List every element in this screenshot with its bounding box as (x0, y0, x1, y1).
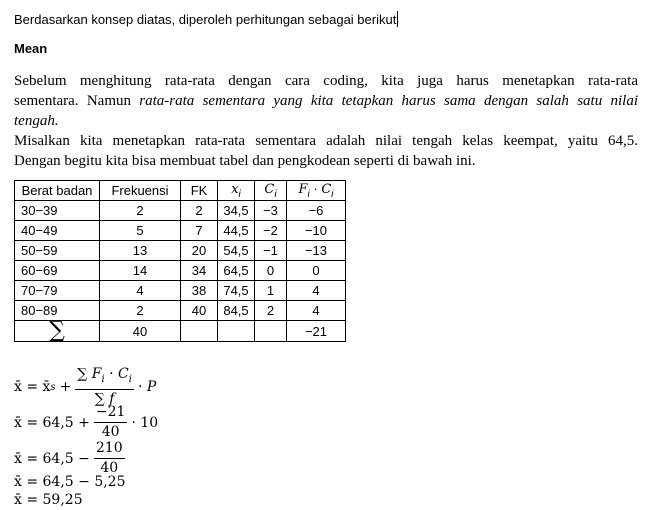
header-fici-f: F (298, 182, 308, 197)
eq1-num-main: ∑ F (77, 366, 102, 382)
eq2-fraction (94, 404, 128, 441)
eq1-sub: s (50, 381, 56, 393)
cell-berat: 60−69 (15, 261, 100, 281)
cell-berat: 30−39 (15, 201, 100, 221)
table-row (15, 201, 346, 221)
cell-xi: 54,5 (218, 241, 255, 261)
equation-5: x̄ = 59,25 (14, 492, 83, 508)
table-row (15, 261, 346, 281)
cell-fici: −13 (287, 241, 346, 261)
sum-ci-empty (255, 321, 287, 342)
eq2-denominator: 40 (101, 424, 120, 440)
table-row (15, 281, 346, 301)
header-ci (255, 181, 287, 201)
cell-fk: 40 (181, 301, 218, 321)
sum-xi-empty (218, 321, 255, 342)
header-xi-sub: i (238, 189, 241, 200)
cell-ci: −1 (255, 241, 287, 261)
intro-line: Berdasarkan konsep diatas, diperoleh perhitungan sebagai berikut (14, 12, 397, 27)
eq1-num-sub: i (101, 374, 105, 385)
header-fici-csub: i (331, 189, 334, 200)
cell-fici: −10 (287, 221, 346, 241)
eq1-plus: + (59, 379, 72, 395)
cell-fk: 2 (181, 201, 218, 221)
cell-ci: −2 (255, 221, 287, 241)
table-row (15, 221, 346, 241)
cell-ci: 2 (255, 301, 287, 321)
eq3-denominator: 40 (100, 460, 119, 476)
cell-fk: 38 (181, 281, 218, 301)
cell-xi: 64,5 (218, 261, 255, 281)
eq1-numerator (75, 366, 134, 390)
cell-fk: 7 (181, 221, 218, 241)
eq1-denominator: ∑ f (94, 391, 115, 407)
intro-text (14, 11, 398, 27)
cell-xi: 44,5 (218, 221, 255, 241)
eq1-num-sub2: i (128, 374, 132, 385)
eq1-lhs: x̄ = x̄ (14, 379, 51, 395)
header-fici-fsub: i (307, 189, 310, 200)
eq3-lhs: x̄ = 64,5 − (14, 450, 90, 467)
header-ci-var: C (264, 182, 275, 197)
equation-3 (14, 440, 129, 477)
cell-berat: 40−49 (15, 221, 100, 241)
eq3-numerator: 210 (94, 440, 125, 459)
paragraph-1 (14, 71, 638, 131)
cell-ci: 0 (255, 261, 287, 281)
header-xi (218, 181, 255, 201)
eq2-tail: · 10 (131, 414, 159, 431)
eq2-lhs: x̄ = 64,5 + (14, 414, 90, 431)
text-cursor (397, 11, 398, 27)
paragraph-1-line-2 (14, 91, 638, 111)
cell-ci: −3 (255, 201, 287, 221)
table-row (15, 241, 346, 261)
header-ci-sub: i (274, 189, 277, 200)
paragraph-1-line-3: tengah. (14, 113, 59, 129)
frequency-table (14, 180, 346, 342)
cell-frekuensi: 13 (100, 241, 181, 261)
eq1-tail: · P (137, 379, 157, 395)
cell-xi: 84,5 (218, 301, 255, 321)
cell-fici: 0 (287, 261, 346, 281)
header-fici-dot: · (313, 181, 318, 196)
header-fici-c: C (321, 182, 332, 197)
paragraph-1-line-2-italic: rata-rata sementara yang kita tetapkan harus sama dengan salah satu nilai (139, 93, 638, 109)
cell-frekuensi: 14 (100, 261, 181, 281)
cell-frekuensi: 2 (100, 201, 181, 221)
eq1-fraction (75, 366, 134, 408)
paragraph-1-line-1: Sebelum menghitung rata-rata dengan cara coding, kita juga harus menetapkan rata-rata (14, 73, 638, 89)
cell-fici: −6 (287, 201, 346, 221)
sum-frekuensi: 40 (100, 321, 181, 342)
section-heading: Mean (14, 41, 48, 56)
cell-fici: 4 (287, 301, 346, 321)
cell-xi: 34,5 (218, 201, 255, 221)
cell-berat: 70−79 (15, 281, 100, 301)
cell-frekuensi: 2 (100, 301, 181, 321)
eq2-numerator: −21 (94, 404, 128, 423)
paragraph-2-line-1: Misalkan kita menetapkan rata-rata sementara adalah nilai tengah kelas keempat, yaitu 64,5. (14, 133, 638, 149)
cell-berat: 80−89 (15, 301, 100, 321)
paragraph-1-line-2-plain: sementara. Namun (14, 93, 140, 109)
cell-xi: 74,5 (218, 281, 255, 301)
cell-frekuensi: 5 (100, 221, 181, 241)
cell-fk: 20 (181, 241, 218, 261)
cell-ci: 1 (255, 281, 287, 301)
table-sum-row (15, 321, 346, 342)
header-berat-badan: Berat badan (15, 181, 100, 201)
sum-fk-empty (181, 321, 218, 342)
cell-fk: 34 (181, 261, 218, 281)
sum-symbol: ∑ (15, 321, 100, 342)
header-fi-ci (287, 181, 346, 201)
table-header-row (15, 181, 346, 201)
paragraph-2 (14, 131, 638, 171)
cell-fici: 4 (287, 281, 346, 301)
header-frekuensi: Frekuensi (100, 181, 181, 201)
paragraph-2-line-2: Dengan begitu kita bisa membuat tabel dan pengkodean seperti di bawah ini. (14, 153, 476, 169)
eq3-fraction (94, 440, 125, 477)
header-xi-var: x (231, 182, 239, 197)
equation-2 (14, 404, 158, 441)
cell-berat: 50−59 (15, 241, 100, 261)
equation-4: x̄ = 64,5 − 5,25 (14, 474, 126, 490)
header-fk: FK (181, 181, 218, 201)
eq1-num-dot: · C (104, 366, 129, 382)
equation-1 (14, 366, 156, 408)
cell-frekuensi: 4 (100, 281, 181, 301)
sum-fici: −21 (287, 321, 346, 342)
